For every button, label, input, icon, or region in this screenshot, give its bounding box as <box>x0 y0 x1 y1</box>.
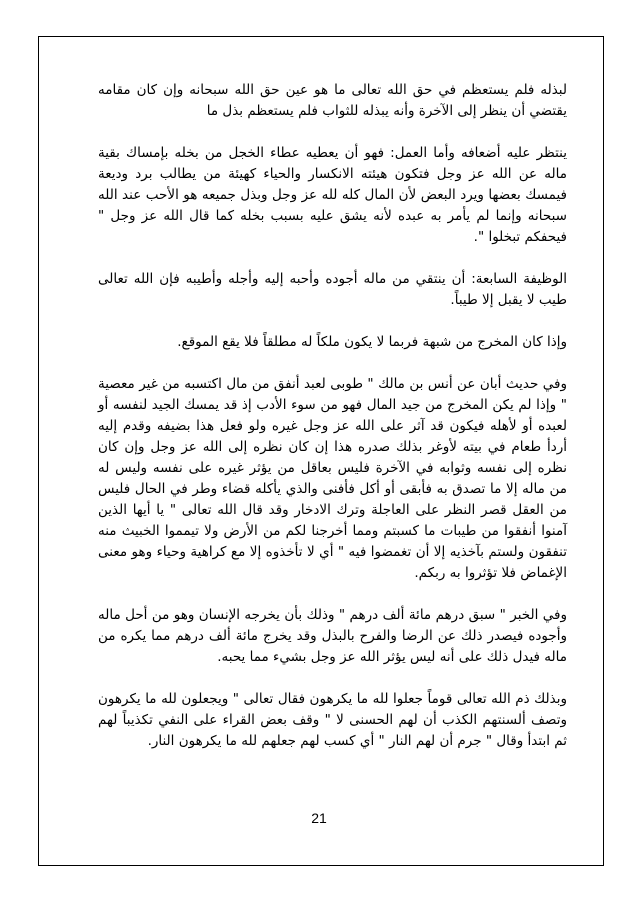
document-body <box>98 80 567 773</box>
paragraph-6: وفي الخبر " سبق درهم مائة ألف درهم " وذلك بأن يخرجه الإنسان وهو من أحل ماله وأجوده فيصدر ذلك عن الرضا والفرح بالبذل وقد يخرج مائة ألف درهم مما يكره من ماله فيدل ذلك على أنه ليس يؤثر الله عز وجل بشيء مما يحبه. <box>98 607 567 665</box>
page-number: 21 <box>311 810 327 826</box>
paragraph-3: الوظيفة السابعة: أن ينتقي من ماله أجوده وأحبه إليه وأجله وأطيبه فإن الله تعالى طيب لا يقبل إلا طيباً. <box>98 271 567 308</box>
paragraph-2: ينتظر عليه أضعافه وأما العمل: فهو أن يعطيه عطاء الخجل من بخله بإمساك بقية ماله عن الله عز وجل فتكون هيئته الانكسار والحياء كهيئة من يطالب برد وديعة فيمسك بعضها ويرد البعض لأن المال كله لله عز وجل وبذل جميعه هو الأحب عند الله سبحانه وإنما لم يأمر به عبده لأنه يشق عليه بسبب بخله كما قال الله عز وجل " فيحفكم تبخلوا ". <box>98 145 567 245</box>
paragraph-5: وفي حديث أبان عن أنس بن مالك " طوبى لعبد أنفق من مال اكتسبه من غير معصية " وإذا لم يكن المخرج من جيد المال فهو من سوء الأدب إذ قد يمسك الجيد لنفسه أو لعبده أو لأهله فيكون قد آثر على الله عز وجل غيره ولو فعل هذا بضيفه وقدم إليه أردأ طعام في بيته لأوغر بذلك صدره هذا إن كان نظره إلى الله عز وجل وإن كان نظره إلى نفسه وثوابه في الآخرة فليس بعاقل من يؤثر غيره على نفسه وليس له من ماله إلا ما تصدق به فأبقى أو أكل فأفنى والذي يأكله قضاء وطر في الحال فليس من العقل قصر النظر على العاجلة وترك الادخار وقد قال الله تعالى " يا أيها الذين آمنوا أنفقوا من طيبات ما كسبتم ومما أخرجنا لكم من الأرض ولا تيمموا الخبيث منه تنفقون ولستم بآخذيه إلا أن تغمضوا فيه " أي لا تأخذوه إلا مع كراهية وحياء وهو معنى الإغماض فلا تؤثروا به ربكم. <box>98 376 567 581</box>
paragraph-7: وبذلك ذم الله تعالى قوماً جعلوا لله ما يكرهون فقال تعالى " ويجعلون لله ما يكرهون وتصف ألسنتهم الكذب أن لهم الحسنى لا " وقف بعض القراء على النفي تكذيباً لهم ثم ابتدأ وقال " جرم أن لهم النار " أي كسب لهم جعلهم لله ما يكرهون النار. <box>98 691 567 749</box>
paragraph-1: لبذله فلم يستعظم في حق الله تعالى ما هو عين حق الله سبحانه وإن كان مقامه يقتضي أن ينظر إلى الآخرة وأنه يبذله للثواب فلم يستعظم بذل ما <box>98 82 567 119</box>
paragraph-4: وإذا كان المخرج من شبهة فربما لا يكون ملكاً له مطلقاً فلا يقع الموقع. <box>177 334 567 350</box>
